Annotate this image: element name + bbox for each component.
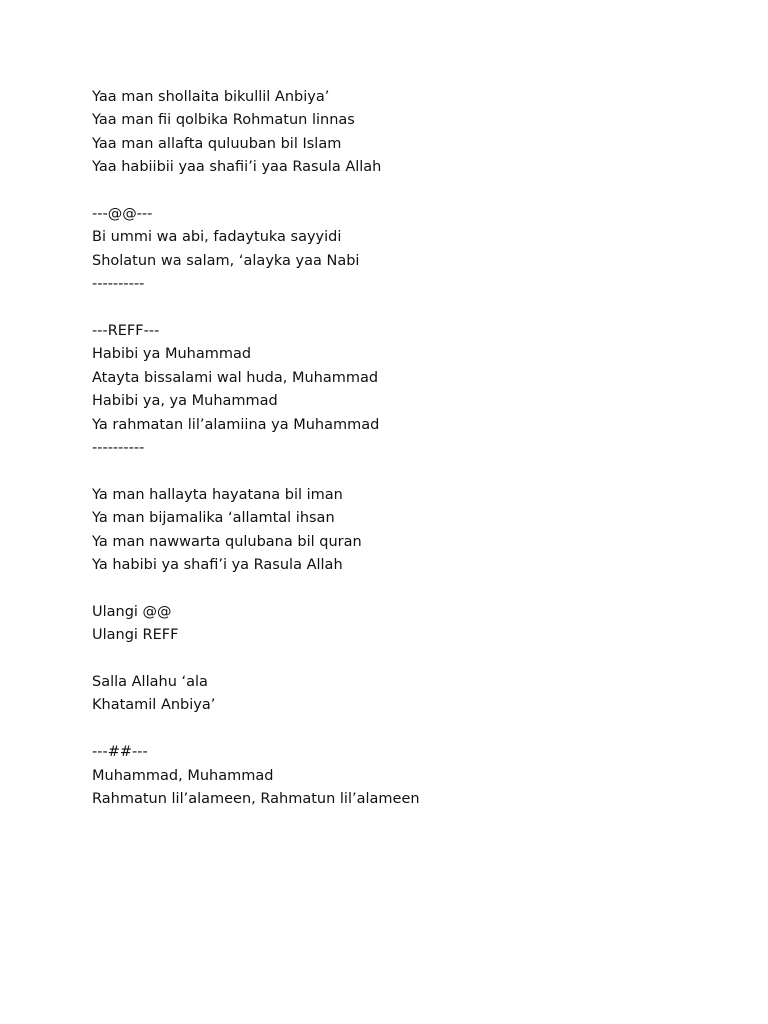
stanza-salla (92, 671, 692, 718)
stanza-repeat (92, 601, 692, 648)
lyric-line: Sholatun wa salam, ‘alayka yaa Nabi (92, 252, 360, 269)
section-divider: ---------- (92, 440, 145, 457)
stanza-verse-1 (92, 86, 692, 180)
repeat-instruction: Ulangi REFF (92, 627, 179, 644)
section-marker: ---@@--- (92, 206, 153, 223)
section-marker: ---REFF--- (92, 323, 160, 340)
lyric-line: Habibi ya Muhammad (92, 346, 252, 363)
section-divider: ---------- (92, 276, 145, 293)
stanza-closing (92, 741, 692, 811)
lyric-line: Ya rahmatan lil’alamiina ya Muhammad (92, 416, 380, 433)
lyric-line: Ya man bijamalika ‘allamtal ihsan (92, 510, 335, 527)
lyric-line: Yaa man shollaita bikullil Anbiya’ (92, 89, 330, 105)
lyric-line: Yaa man fii qolbika Rohmatun linnas (92, 112, 355, 129)
lyric-line: Ya man hallayta hayatana bil iman (92, 486, 343, 503)
section-marker: ---##--- (92, 744, 148, 761)
lyric-line: Muhammad, Muhammad (92, 767, 274, 784)
lyric-line: Yaa habiibii yaa shafii’i yaa Rasula Allah (92, 159, 382, 176)
repeat-instruction: Ulangi @@ (92, 603, 172, 620)
lyric-line: Atayta bissalami wal huda, Muhammad (92, 369, 379, 386)
lyric-line: Ya man nawwarta qulubana bil quran (92, 533, 362, 550)
lyric-line: Khatamil Anbiya’ (92, 697, 216, 714)
stanza-verse-2 (92, 484, 692, 578)
lyric-line: Salla Allahu ‘ala (92, 674, 208, 691)
lyrics-body (92, 86, 692, 835)
lyric-line: Rahmatun lil’alameen, Rahmatun lil’alameen (92, 791, 420, 808)
lyric-line: Yaa man allafta quluuban bil Islam (92, 135, 342, 152)
lyric-line: Bi ummi wa abi, fadaytuka sayyidi (92, 229, 342, 246)
lyric-line: Ya habibi ya shafi’i ya Rasula Allah (92, 557, 343, 574)
stanza-chorus-at (92, 203, 692, 297)
lyric-line: Habibi ya, ya Muhammad (92, 393, 278, 410)
stanza-reff (92, 320, 692, 460)
